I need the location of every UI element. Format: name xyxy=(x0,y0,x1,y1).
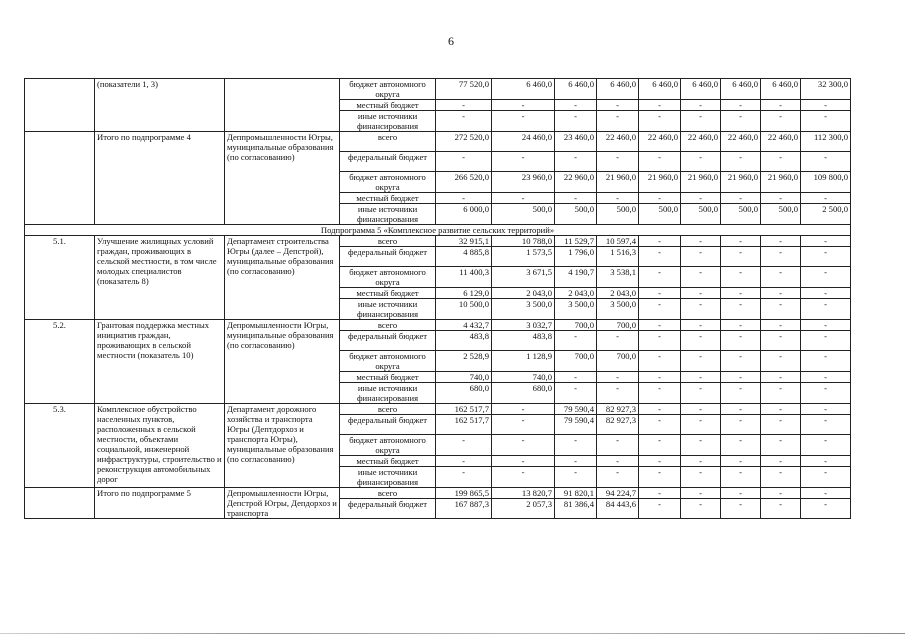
amount-cell: - xyxy=(801,488,851,499)
amount-cell: 6 460,0 xyxy=(597,79,639,100)
amount-cell: 1 796,0 xyxy=(555,247,597,267)
amount-cell: - xyxy=(801,320,851,331)
amount-cell: - xyxy=(597,435,639,456)
amount-cell: - xyxy=(721,435,761,456)
funding-source-cell: местный бюджет xyxy=(340,193,436,204)
table-row xyxy=(25,320,851,331)
amount-cell: - xyxy=(761,499,801,519)
amount-cell: 500,0 xyxy=(555,204,597,225)
amount-cell: - xyxy=(681,467,721,488)
amount-cell: 22 460,0 xyxy=(761,132,801,152)
amount-cell: - xyxy=(681,404,721,415)
amount-cell: 23 460,0 xyxy=(555,132,597,152)
table-row xyxy=(25,236,851,247)
amount-cell: - xyxy=(681,435,721,456)
item-number-cell: 5.1. xyxy=(25,236,95,320)
amount-cell: - xyxy=(639,288,681,299)
amount-cell: - xyxy=(597,372,639,383)
amount-cell: - xyxy=(761,415,801,435)
amount-cell: 6 460,0 xyxy=(681,79,721,100)
amount-cell: - xyxy=(639,467,681,488)
amount-cell: - xyxy=(492,152,555,172)
amount-cell: - xyxy=(761,288,801,299)
amount-cell: 4 432,7 xyxy=(436,320,492,331)
amount-cell: - xyxy=(721,456,761,467)
amount-cell: - xyxy=(721,267,761,288)
amount-cell: - xyxy=(761,111,801,132)
measure-name-cell: (показатели 1, 3) xyxy=(95,79,225,132)
amount-cell: 162 517,7 xyxy=(436,404,492,415)
amount-cell: 483,8 xyxy=(436,331,492,351)
amount-cell: - xyxy=(681,236,721,247)
amount-cell: - xyxy=(721,351,761,372)
amount-cell: - xyxy=(436,152,492,172)
amount-cell: 500,0 xyxy=(639,204,681,225)
amount-cell: - xyxy=(597,331,639,351)
funding-source-cell: иные источники финансирования xyxy=(340,383,436,404)
executor-cell: Департамент дорожного хозяйства и транспорта Югры (Дептдорхоз и транспорта Югры), муниципальные образования (по согласованию) xyxy=(225,404,340,488)
amount-cell: 112 300,0 xyxy=(801,132,851,152)
amount-cell: - xyxy=(492,100,555,111)
amount-cell: - xyxy=(436,111,492,132)
funding-source-cell: всего xyxy=(340,320,436,331)
amount-cell: - xyxy=(761,456,801,467)
funding-source-cell: всего xyxy=(340,236,436,247)
amount-cell: - xyxy=(597,467,639,488)
funding-source-cell: иные источники финансирования xyxy=(340,299,436,320)
amount-cell: 1 128,9 xyxy=(492,351,555,372)
amount-cell: 740,0 xyxy=(492,372,555,383)
amount-cell: 680,0 xyxy=(436,383,492,404)
item-number-cell xyxy=(25,79,95,132)
amount-cell: - xyxy=(681,100,721,111)
funding-source-cell: федеральный бюджет xyxy=(340,247,436,267)
amount-cell: - xyxy=(721,299,761,320)
amount-cell: 500,0 xyxy=(597,204,639,225)
amount-cell: - xyxy=(436,193,492,204)
amount-cell: - xyxy=(639,320,681,331)
funding-source-cell: всего xyxy=(340,132,436,152)
amount-cell: - xyxy=(801,383,851,404)
amount-cell: 483,8 xyxy=(492,331,555,351)
executor-cell: Деппромышленности Югры, муниципальные образования (по согласованию) xyxy=(225,132,340,225)
amount-cell: - xyxy=(801,415,851,435)
amount-cell: 11 529,7 xyxy=(555,236,597,247)
amount-cell: - xyxy=(801,193,851,204)
amount-cell: - xyxy=(492,404,555,415)
amount-cell: 84 443,6 xyxy=(597,499,639,519)
amount-cell: - xyxy=(597,383,639,404)
amount-cell: - xyxy=(597,152,639,172)
amount-cell: 3 032,7 xyxy=(492,320,555,331)
amount-cell: - xyxy=(555,193,597,204)
amount-cell: 6 000,0 xyxy=(436,204,492,225)
amount-cell: 500,0 xyxy=(492,204,555,225)
amount-cell: - xyxy=(721,467,761,488)
amount-cell: - xyxy=(801,288,851,299)
amount-cell: 266 520,0 xyxy=(436,172,492,193)
amount-cell: - xyxy=(681,415,721,435)
measure-name-cell: Грантовая поддержка местных инициатив граждан, проживающих в сельской местности (показатель 10) xyxy=(95,320,225,404)
amount-cell: - xyxy=(597,193,639,204)
amount-cell: - xyxy=(761,351,801,372)
amount-cell: - xyxy=(555,111,597,132)
amount-cell: - xyxy=(681,456,721,467)
amount-cell: 6 460,0 xyxy=(639,79,681,100)
amount-cell: - xyxy=(761,236,801,247)
amount-cell: 700,0 xyxy=(597,320,639,331)
amount-cell: - xyxy=(801,499,851,519)
amount-cell: - xyxy=(721,404,761,415)
amount-cell: - xyxy=(639,267,681,288)
amount-cell: - xyxy=(492,467,555,488)
amount-cell: - xyxy=(492,435,555,456)
amount-cell: - xyxy=(436,467,492,488)
amount-cell: - xyxy=(761,247,801,267)
amount-cell: - xyxy=(801,100,851,111)
amount-cell: 13 820,7 xyxy=(492,488,555,499)
amount-cell: - xyxy=(681,372,721,383)
amount-cell: - xyxy=(639,383,681,404)
amount-cell: 32 300,0 xyxy=(801,79,851,100)
amount-cell: - xyxy=(801,435,851,456)
item-number-cell xyxy=(25,132,95,225)
amount-cell: - xyxy=(436,100,492,111)
funding-source-cell: местный бюджет xyxy=(340,456,436,467)
measure-name-cell: Комплексное обустройство населенных пунктов, расположенных в сельской местности, объектами социальной, инженерной инфраструктуры, строительство и реконструкция автомобильных дорог xyxy=(95,404,225,488)
amount-cell: - xyxy=(801,467,851,488)
funding-source-cell: иные источники финансирования xyxy=(340,467,436,488)
amount-cell: - xyxy=(597,456,639,467)
amount-cell: - xyxy=(761,488,801,499)
funding-source-cell: всего xyxy=(340,488,436,499)
section-row xyxy=(25,225,851,236)
table-body xyxy=(25,79,851,519)
amount-cell: 91 820,1 xyxy=(555,488,597,499)
funding-source-cell: иные источники финансирования xyxy=(340,204,436,225)
amount-cell: 11 400,3 xyxy=(436,267,492,288)
amount-cell: 740,0 xyxy=(436,372,492,383)
amount-cell: 109 800,0 xyxy=(801,172,851,193)
funding-table xyxy=(24,78,851,519)
amount-cell: - xyxy=(761,193,801,204)
amount-cell: - xyxy=(761,299,801,320)
amount-cell: - xyxy=(681,193,721,204)
amount-cell: 81 386,4 xyxy=(555,499,597,519)
amount-cell: - xyxy=(681,247,721,267)
amount-cell: - xyxy=(436,456,492,467)
amount-cell: - xyxy=(597,100,639,111)
amount-cell: 1 573,5 xyxy=(492,247,555,267)
amount-cell: 21 960,0 xyxy=(681,172,721,193)
section-title: Подпрограмма 5 «Комплексное развитие сельских территорий» xyxy=(25,225,851,236)
table-row xyxy=(25,132,851,152)
amount-cell: 500,0 xyxy=(681,204,721,225)
executor-cell: Депромышленности Югры, муниципальные образования (по согласованию) xyxy=(225,320,340,404)
amount-cell: - xyxy=(681,152,721,172)
amount-cell: 4 885,8 xyxy=(436,247,492,267)
amount-cell: 6 460,0 xyxy=(721,79,761,100)
amount-cell: - xyxy=(681,331,721,351)
amount-cell: - xyxy=(721,320,761,331)
amount-cell: - xyxy=(681,288,721,299)
amount-cell: - xyxy=(801,267,851,288)
amount-cell: - xyxy=(801,404,851,415)
amount-cell: - xyxy=(721,193,761,204)
amount-cell: - xyxy=(639,247,681,267)
page-number: 6 xyxy=(448,34,454,48)
amount-cell: - xyxy=(801,456,851,467)
amount-cell: 22 960,0 xyxy=(555,172,597,193)
amount-cell: 500,0 xyxy=(761,204,801,225)
amount-cell: - xyxy=(721,236,761,247)
amount-cell: - xyxy=(801,351,851,372)
amount-cell: 21 960,0 xyxy=(761,172,801,193)
amount-cell: 82 927,3 xyxy=(597,415,639,435)
amount-cell: - xyxy=(721,383,761,404)
amount-cell: - xyxy=(492,415,555,435)
amount-cell: - xyxy=(639,111,681,132)
amount-cell: - xyxy=(639,404,681,415)
amount-cell: - xyxy=(801,247,851,267)
measure-name-cell: Улучшение жилищных условий граждан, проживающих в сельской местности, в том числе молодых специалистов (показатель 8) xyxy=(95,236,225,320)
amount-cell: - xyxy=(681,299,721,320)
amount-cell: 272 520,0 xyxy=(436,132,492,152)
executor-cell: Депромышленности Югры, Депстрой Югры, Депдорхоз и транспорта xyxy=(225,488,340,519)
amount-cell: - xyxy=(761,404,801,415)
amount-cell: - xyxy=(555,467,597,488)
amount-cell: 10 788,0 xyxy=(492,236,555,247)
amount-cell: - xyxy=(801,372,851,383)
amount-cell: 2 043,0 xyxy=(492,288,555,299)
funding-source-cell: всего xyxy=(340,404,436,415)
amount-cell: - xyxy=(597,111,639,132)
amount-cell: - xyxy=(721,499,761,519)
amount-cell: 700,0 xyxy=(555,320,597,331)
amount-cell: - xyxy=(639,331,681,351)
funding-source-cell: бюджет автономного округа xyxy=(340,351,436,372)
amount-cell: 700,0 xyxy=(597,351,639,372)
amount-cell: - xyxy=(555,435,597,456)
amount-cell: 6 460,0 xyxy=(761,79,801,100)
amount-cell: 23 960,0 xyxy=(492,172,555,193)
amount-cell: - xyxy=(639,351,681,372)
item-number-cell xyxy=(25,488,95,519)
amount-cell: - xyxy=(721,372,761,383)
amount-cell: - xyxy=(761,267,801,288)
amount-cell: 79 590,4 xyxy=(555,404,597,415)
amount-cell: - xyxy=(681,351,721,372)
amount-cell: - xyxy=(639,152,681,172)
amount-cell: 2 057,3 xyxy=(492,499,555,519)
amount-cell: - xyxy=(681,499,721,519)
amount-cell: - xyxy=(555,372,597,383)
amount-cell: - xyxy=(801,152,851,172)
amount-cell: 6 460,0 xyxy=(555,79,597,100)
amount-cell: - xyxy=(555,100,597,111)
amount-cell: - xyxy=(639,236,681,247)
amount-cell: - xyxy=(639,456,681,467)
amount-cell: 162 517,7 xyxy=(436,415,492,435)
measure-name-cell: Итого по подпрограмме 4 xyxy=(95,132,225,225)
amount-cell: - xyxy=(639,488,681,499)
funding-source-cell: местный бюджет xyxy=(340,288,436,299)
amount-cell: - xyxy=(555,456,597,467)
amount-cell: - xyxy=(721,152,761,172)
funding-source-cell: местный бюджет xyxy=(340,100,436,111)
amount-cell: - xyxy=(639,415,681,435)
scan-edge-line xyxy=(0,633,905,634)
amount-cell: 3 671,5 xyxy=(492,267,555,288)
funding-source-cell: бюджет автономного округа xyxy=(340,79,436,100)
amount-cell: 94 224,7 xyxy=(597,488,639,499)
funding-source-cell: федеральный бюджет xyxy=(340,152,436,172)
amount-cell: 22 460,0 xyxy=(639,132,681,152)
amount-cell: - xyxy=(801,236,851,247)
amount-cell: 199 865,5 xyxy=(436,488,492,499)
amount-cell: 2 043,0 xyxy=(597,288,639,299)
amount-cell: 79 590,4 xyxy=(555,415,597,435)
amount-cell: - xyxy=(721,488,761,499)
table-row xyxy=(25,79,851,100)
amount-cell: - xyxy=(761,372,801,383)
amount-cell: 77 520,0 xyxy=(436,79,492,100)
amount-cell: 10 500,0 xyxy=(436,299,492,320)
table-row xyxy=(25,488,851,499)
amount-cell: 22 460,0 xyxy=(681,132,721,152)
amount-cell: 3 500,0 xyxy=(492,299,555,320)
amount-cell: - xyxy=(721,247,761,267)
measure-name-cell: Итого по подпрограмме 5 xyxy=(95,488,225,519)
amount-cell: 680,0 xyxy=(492,383,555,404)
table-row xyxy=(25,404,851,415)
item-number-cell: 5.2. xyxy=(25,320,95,404)
amount-cell: - xyxy=(492,193,555,204)
amount-cell: - xyxy=(801,299,851,320)
funding-source-cell: бюджет автономного округа xyxy=(340,435,436,456)
funding-source-cell: федеральный бюджет xyxy=(340,415,436,435)
amount-cell: 700,0 xyxy=(555,351,597,372)
amount-cell: - xyxy=(681,267,721,288)
amount-cell: 2 043,0 xyxy=(555,288,597,299)
amount-cell: 21 960,0 xyxy=(639,172,681,193)
amount-cell: 32 915,1 xyxy=(436,236,492,247)
amount-cell: 167 887,3 xyxy=(436,499,492,519)
funding-source-cell: бюджет автономного округа xyxy=(340,267,436,288)
amount-cell: 4 190,7 xyxy=(555,267,597,288)
executor-cell: Департамент строительства Югры (далее – Депстрой), муниципальные образования (по согласованию) xyxy=(225,236,340,320)
amount-cell: 22 460,0 xyxy=(721,132,761,152)
funding-source-cell: иные источники финансирования xyxy=(340,111,436,132)
executor-cell xyxy=(225,79,340,132)
amount-cell: - xyxy=(555,383,597,404)
amount-cell: - xyxy=(639,372,681,383)
amount-cell: - xyxy=(492,456,555,467)
amount-cell: - xyxy=(761,100,801,111)
amount-cell: - xyxy=(555,331,597,351)
amount-cell: 22 460,0 xyxy=(597,132,639,152)
amount-cell: - xyxy=(681,320,721,331)
amount-cell: - xyxy=(639,100,681,111)
amount-cell: 6 460,0 xyxy=(492,79,555,100)
amount-cell: - xyxy=(681,383,721,404)
amount-cell: 24 460,0 xyxy=(492,132,555,152)
amount-cell: - xyxy=(761,467,801,488)
item-number-cell: 5.3. xyxy=(25,404,95,488)
amount-cell: - xyxy=(681,488,721,499)
funding-source-cell: бюджет автономного округа xyxy=(340,172,436,193)
amount-cell: - xyxy=(436,435,492,456)
funding-source-cell: федеральный бюджет xyxy=(340,499,436,519)
amount-cell: 21 960,0 xyxy=(721,172,761,193)
amount-cell: - xyxy=(761,435,801,456)
amount-cell: - xyxy=(639,299,681,320)
amount-cell: 10 597,4 xyxy=(597,236,639,247)
amount-cell: 82 927,3 xyxy=(597,404,639,415)
amount-cell: 2 528,9 xyxy=(436,351,492,372)
amount-cell: - xyxy=(492,111,555,132)
amount-cell: - xyxy=(555,152,597,172)
amount-cell: 1 516,3 xyxy=(597,247,639,267)
amount-cell: 3 500,0 xyxy=(597,299,639,320)
amount-cell: - xyxy=(639,435,681,456)
amount-cell: - xyxy=(801,331,851,351)
amount-cell: - xyxy=(761,383,801,404)
amount-cell: - xyxy=(761,320,801,331)
funding-source-cell: федеральный бюджет xyxy=(340,331,436,351)
amount-cell: 6 129,0 xyxy=(436,288,492,299)
funding-source-cell: местный бюджет xyxy=(340,372,436,383)
amount-cell: - xyxy=(801,111,851,132)
amount-cell: 21 960,0 xyxy=(597,172,639,193)
amount-cell: - xyxy=(639,193,681,204)
amount-cell: - xyxy=(761,152,801,172)
amount-cell: - xyxy=(721,415,761,435)
amount-cell: - xyxy=(721,288,761,299)
amount-cell: 2 500,0 xyxy=(801,204,851,225)
amount-cell: - xyxy=(721,111,761,132)
amount-cell: 3 500,0 xyxy=(555,299,597,320)
amount-cell: - xyxy=(639,499,681,519)
amount-cell: - xyxy=(721,331,761,351)
amount-cell: 500,0 xyxy=(721,204,761,225)
amount-cell: - xyxy=(761,331,801,351)
amount-cell: - xyxy=(721,100,761,111)
amount-cell: 3 538,1 xyxy=(597,267,639,288)
amount-cell: - xyxy=(681,111,721,132)
